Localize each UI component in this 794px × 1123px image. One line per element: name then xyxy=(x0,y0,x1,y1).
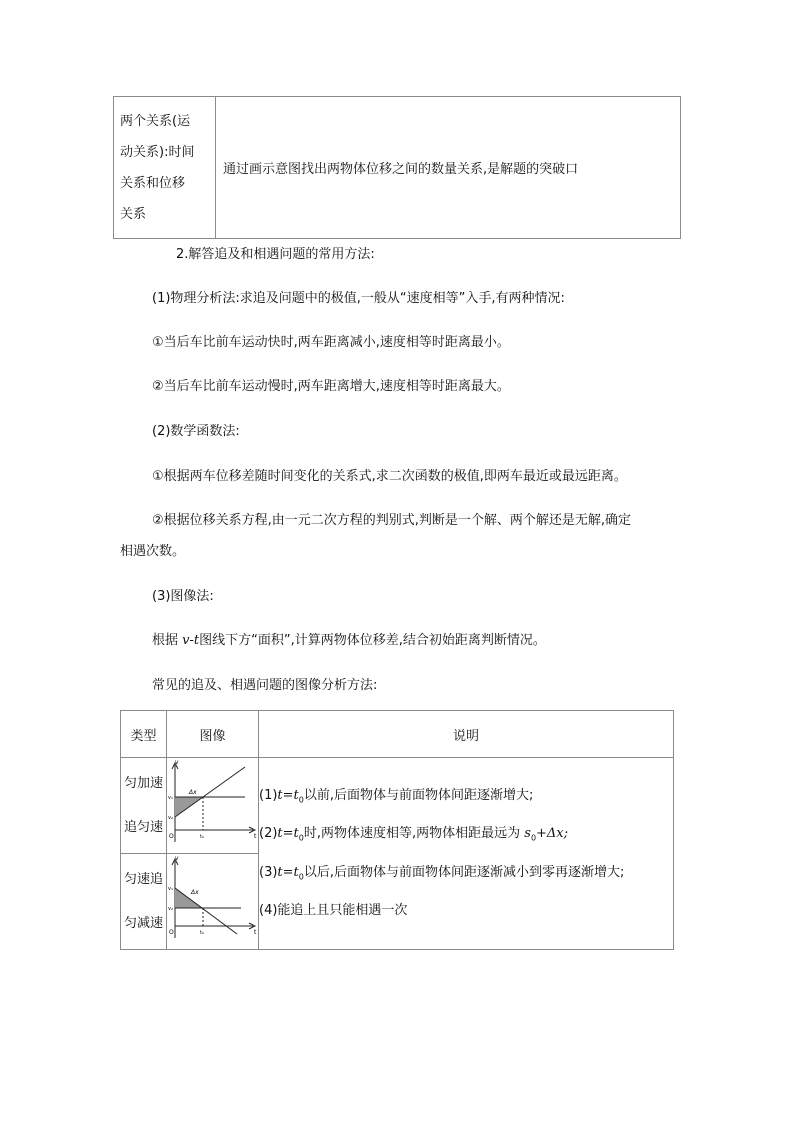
method2-case-b-line1: ②根据位移关系方程,由一元二次方程的判别式,判断是一个解、两个解还是无解,确定 xyxy=(152,513,632,528)
label-line: 动关系):时间 xyxy=(120,144,195,160)
v-axis-label: v xyxy=(175,759,179,766)
label-line: 关系 xyxy=(120,206,147,222)
v2-label: v₂ xyxy=(168,814,173,821)
method2-case-b-line2: 相遇次数。 xyxy=(120,544,186,559)
label-line: 关系和位移 xyxy=(120,175,186,191)
v-axis-label: v xyxy=(175,855,179,862)
accel-line xyxy=(175,767,245,817)
t-axis-label: t xyxy=(254,928,257,936)
type-line: 匀速追 xyxy=(123,871,163,887)
graph-methods-intro: 常见的追及、相遇问题的图像分析方法: xyxy=(152,678,378,693)
method1-case-b: ②当后车比前车运动慢时,两车距离增大,速度相等时距离最大。 xyxy=(152,379,510,394)
desc-cell xyxy=(259,758,674,950)
graph-cell-2 xyxy=(167,854,259,950)
dx-label: Δx xyxy=(191,888,199,896)
desc-4: (4)能追上且只能相遇一次 xyxy=(259,903,408,919)
relations-table xyxy=(113,96,681,239)
type-line: 匀减速 xyxy=(123,915,163,931)
v1-label: v₁ xyxy=(168,794,173,801)
type-line: 追匀速 xyxy=(123,819,163,835)
desc-1: $(1)t=t_0$以前,后面物体与前面物体间距逐渐增大; xyxy=(259,787,534,805)
header-graph: 图像 xyxy=(167,711,259,758)
method1-title: (1)物理分析法:求追及问题中的极值,一般从“速度相等”入手,有两种情况: xyxy=(152,291,565,306)
method1-case-a: ①当后车比前车运动快时,两车距离减小,速度相等时距离最小。 xyxy=(152,335,510,350)
relations-label-cell xyxy=(114,97,216,239)
graph-analysis-table xyxy=(120,710,674,950)
accelerate-chase-graph xyxy=(167,760,259,852)
t-axis-label: t xyxy=(254,832,257,840)
method3-pre: 根据 xyxy=(152,633,179,648)
relations-desc-cell: 通过画示意图找出两物体位移之间的数量关系,是解题的突破口 xyxy=(216,97,681,239)
method2-title: (2)数学函数法: xyxy=(152,424,240,439)
label-line: 两个关系(运 xyxy=(120,113,191,129)
method2-case-a: ①根据两车位移差随时间变化的关系式,求二次函数的极值,即两车最近或最远距离。 xyxy=(152,469,627,484)
t0-label: t₀ xyxy=(200,929,204,936)
type-cell-2 xyxy=(121,854,167,950)
v1-label: v₁ xyxy=(168,885,173,892)
type-cell-1 xyxy=(121,758,167,854)
dx-label: Δx xyxy=(189,788,197,796)
t0-label: t₀ xyxy=(200,833,204,840)
desc-3: $(3)t=t_0$以后,后面物体与前面物体间距逐渐减小到零再逐渐增大; xyxy=(259,864,625,882)
origin-label: O xyxy=(169,928,174,936)
section-heading: 2.解答追及和相遇问题的常用方法: xyxy=(176,247,375,262)
method3-title: (3)图像法: xyxy=(152,589,214,604)
method3-text xyxy=(152,629,546,648)
uniform-chase-decel-graph xyxy=(167,856,259,948)
v2-label: v₂ xyxy=(168,905,173,912)
graph-cell-1 xyxy=(167,758,259,854)
desc-2: $(2)t=t_0$时,两物体速度相等,两物体相距最远为 $s_0+\Delta x$; xyxy=(259,826,569,843)
vt-label: v-t xyxy=(182,633,200,648)
method3-post: 图线下方“面积”,计算两物体位移差,结合初始距离判断情况。 xyxy=(199,633,546,648)
decel-line xyxy=(175,888,237,934)
type-line: 匀加速 xyxy=(123,775,163,791)
header-type: 类型 xyxy=(121,711,167,758)
origin-label: O xyxy=(169,832,174,840)
header-desc: 说明 xyxy=(259,711,674,758)
